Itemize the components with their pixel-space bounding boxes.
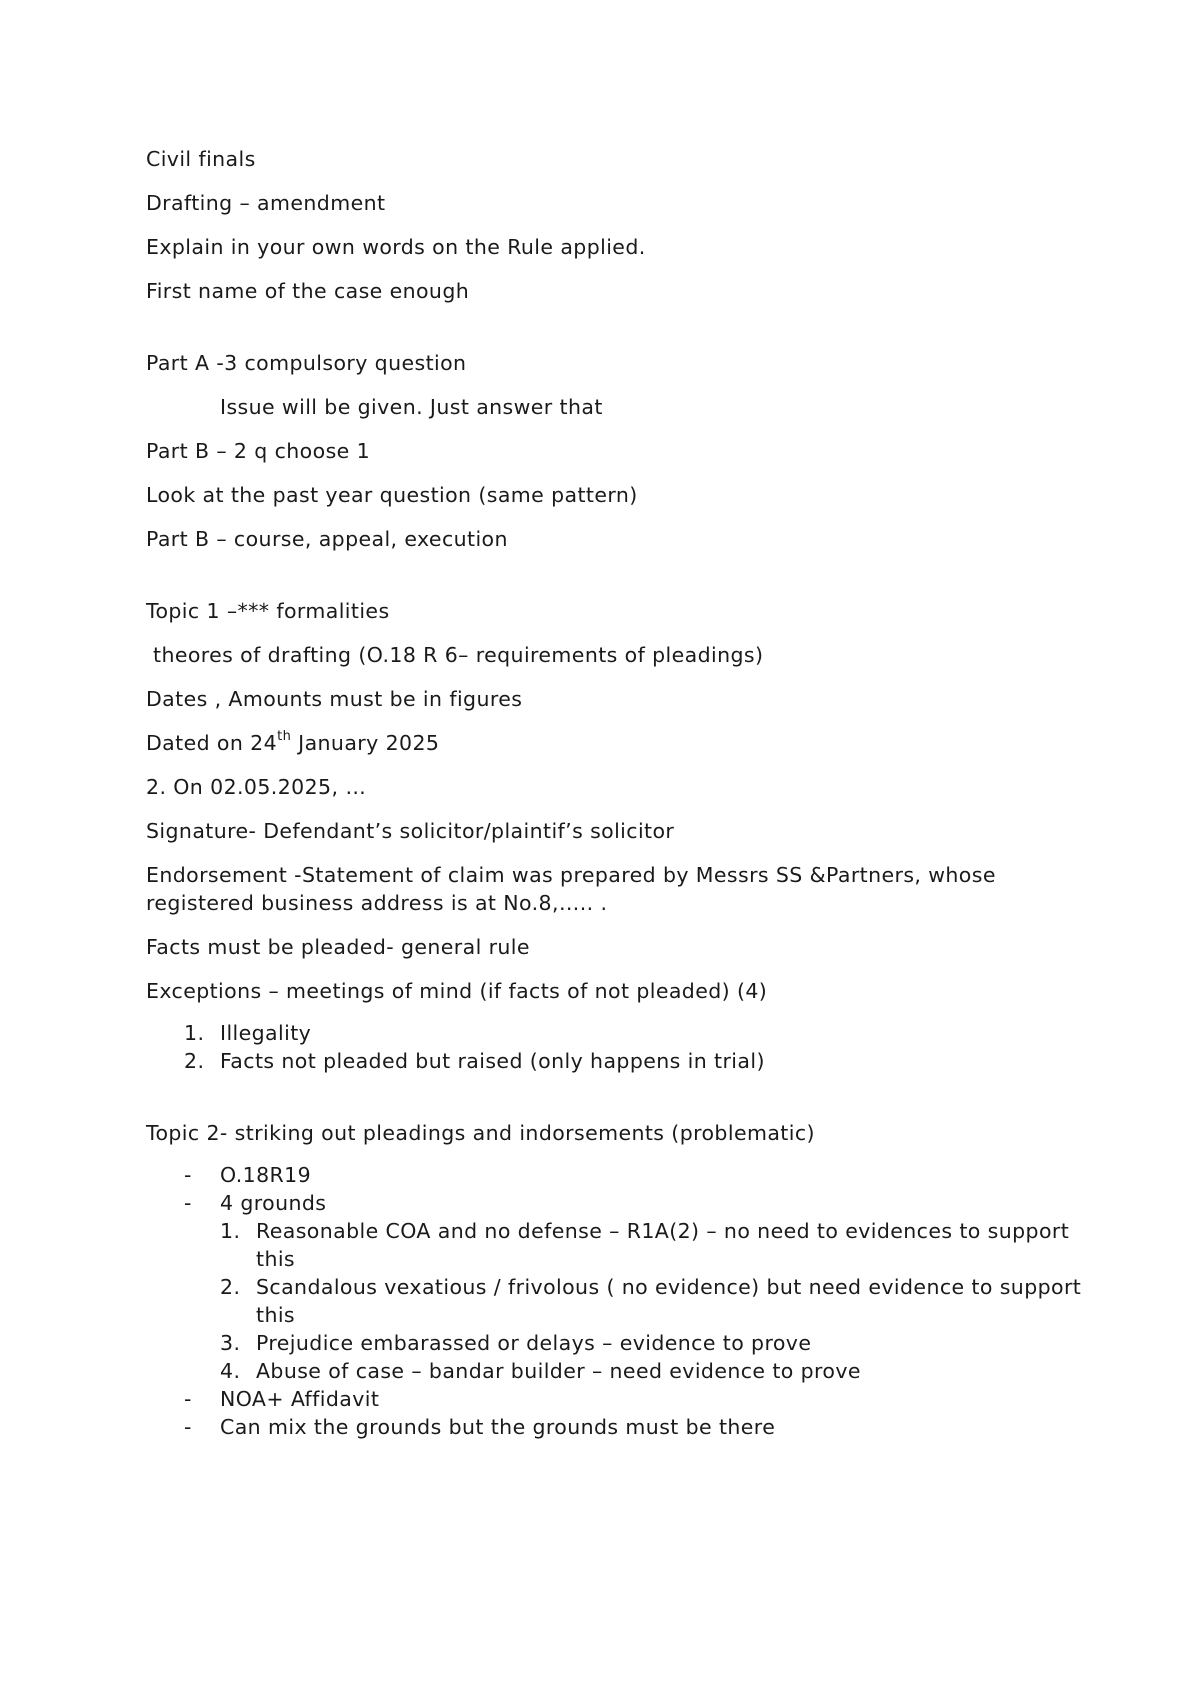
- list-item: [146, 1217, 1086, 1273]
- text-line: Signature- Defendant’s solicitor/plaintif’s solicitor: [146, 819, 675, 843]
- text-line: Look at the past year question (same pattern): [146, 483, 638, 507]
- document-body: [146, 145, 1086, 1457]
- text-line: Explain in your own words on the Rule applied.: [146, 235, 646, 259]
- text-line: Part A -3 compulsory question: [146, 351, 467, 375]
- text-line: Part B – course, appeal, execution: [146, 527, 508, 551]
- topic-heading: Topic 2- striking out pleadings and indorsements (problematic): [146, 1121, 815, 1145]
- superscript: th: [277, 729, 292, 745]
- list-marker: 1.: [184, 1021, 205, 1045]
- list-item: [146, 1047, 1086, 1075]
- list-marker: -: [184, 1387, 192, 1411]
- list-item-text: Prejudice embarassed or delays – evidence to prove: [256, 1331, 812, 1355]
- text-line: 2. On 02.05.2025, …: [146, 775, 367, 799]
- text-line: theores of drafting (O.18 R 6– requirements of pleadings): [153, 643, 764, 667]
- text-line: Endorsement -Statement of claim was prepared by Messrs SS &Partners, whose registered business address is at No.8,….. .: [146, 863, 996, 915]
- list-item: [146, 1189, 1086, 1385]
- list-item: [146, 1385, 1086, 1413]
- list-item: [146, 1273, 1086, 1329]
- text-line: Dates , Amounts must be in figures: [146, 687, 523, 711]
- list-item-text: Abuse of case – bandar builder – need evidence to prove: [256, 1359, 861, 1383]
- list-item-text: 4 grounds: [220, 1191, 327, 1215]
- exceptions-list: [146, 1019, 1086, 1075]
- grounds-list: [146, 1217, 1086, 1385]
- list-marker: -: [184, 1191, 192, 1215]
- text-line: Issue will be given. Just answer that: [220, 395, 603, 419]
- list-item-text: Illegality: [220, 1021, 312, 1045]
- list-marker: 3.: [220, 1331, 241, 1355]
- text-line: [146, 729, 1086, 757]
- text-line: Exceptions – meetings of mind (if facts of not pleaded) (4): [146, 979, 768, 1003]
- topic2-list: [146, 1161, 1086, 1441]
- text-segment: Dated on 24: [146, 731, 278, 755]
- list-item-text: Reasonable COA and no defense – R1A(2) – no need to evidences to support this: [256, 1219, 1070, 1271]
- list-item-text: NOA+ Affidavit: [220, 1387, 380, 1411]
- list-item-text: Facts not pleaded but raised (only happens in trial): [220, 1049, 765, 1073]
- list-marker: -: [184, 1415, 192, 1439]
- list-item: [146, 1161, 1086, 1189]
- topic-heading: Topic 1 –*** formalities: [146, 599, 390, 623]
- list-item-text: O.18R19: [220, 1163, 312, 1187]
- text-segment: January 2025: [291, 731, 440, 755]
- text-line: Facts must be pleaded- general rule: [146, 935, 530, 959]
- list-item: [146, 1413, 1086, 1441]
- doc-title: Civil finals: [146, 147, 256, 171]
- list-marker: 4.: [220, 1359, 241, 1383]
- list-item-text: Scandalous vexatious / frivolous ( no evidence) but need evidence to support this: [256, 1275, 1082, 1327]
- list-item: [146, 1019, 1086, 1047]
- list-marker: 1.: [220, 1219, 241, 1243]
- list-marker: 2.: [220, 1275, 241, 1299]
- list-marker: -: [184, 1163, 192, 1187]
- text-line: First name of the case enough: [146, 279, 470, 303]
- list-marker: 2.: [184, 1049, 205, 1073]
- list-item-text: Can mix the grounds but the grounds must be there: [220, 1415, 776, 1439]
- text-line: Part B – 2 q choose 1: [146, 439, 371, 463]
- list-item: [146, 1357, 1086, 1385]
- list-item: [146, 1329, 1086, 1357]
- text-line: Drafting – amendment: [146, 191, 386, 215]
